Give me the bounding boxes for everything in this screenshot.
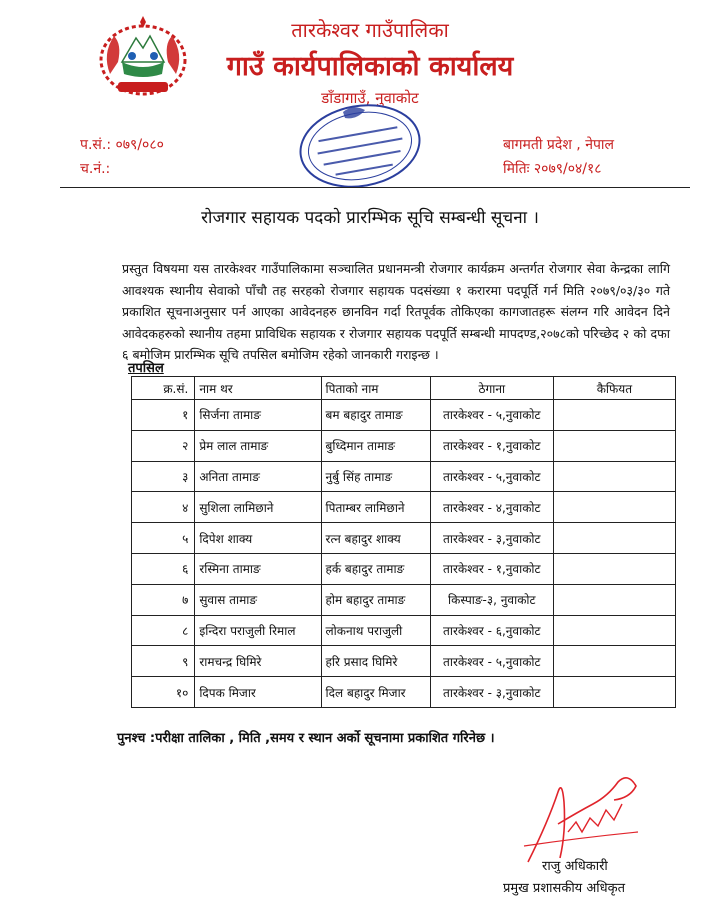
table-row [132,523,676,554]
address-cell: तारकेश्वर - ५,नुवाकोट [430,400,553,431]
serial-cell: ८ [132,615,195,646]
table-row [132,677,676,708]
father-name-cell: लोकनाथ पराजुली [321,615,430,646]
name-cell: इन्दिरा पराजुली रिमाल [195,615,321,646]
father-name-cell: नुर्बु सिंह तामाङ [321,461,430,492]
name-cell: दिपक मिजार [195,677,321,708]
notice-title: रोजगार सहायक पदको प्रारम्भिक सूचि सम्बन्धी सूचना । [201,208,539,228]
table-row [132,646,676,677]
serial-cell: २ [132,430,195,461]
table-header-row [132,377,676,400]
header-name: नाम थर [195,377,321,400]
serial-cell: ५ [132,523,195,554]
serial-cell: ७ [132,584,195,615]
remark-cell [553,492,675,523]
address-cell: तारकेश्वर - ५,नुवाकोट [430,646,553,677]
remark-cell [553,400,675,431]
address-cell: तारकेश्वर - ३,नुवाकोट [430,677,553,708]
remark-cell [553,553,675,584]
office-title: गाउँ कार्यपालिकाको कार्यालय [226,51,514,82]
office-address: डाँडागाउँ, नुवाकोट [321,89,419,107]
serial-cell: ३ [132,461,195,492]
address-cell: तारकेश्वर - ५,नुवाकोट [430,461,553,492]
remark-cell [553,646,675,677]
table-row [132,492,676,523]
father-name-cell: हर्क बहादुर तामाङ [321,553,430,584]
address-cell: किस्पाङ-३, नुवाकोट [430,584,553,615]
reference-number: प.सं.: ०७९/०८० [80,137,164,153]
table-row [132,615,676,646]
father-name-cell: बुध्दिमान तामाङ [321,430,430,461]
table-row [132,553,676,584]
name-cell: सुवास तामाङ [195,584,321,615]
address-cell: तारकेश्वर - १,नुवाकोट [430,553,553,584]
serial-cell: ४ [132,492,195,523]
table-row [132,400,676,431]
father-name-cell: बम बहादुर तामाङ [321,400,430,431]
office-name: तारकेश्वर गाउँपालिका [291,18,449,42]
table-row [132,461,676,492]
header-father-name: पिताको नाम [321,377,430,400]
province: बागमती प्रदेश , नेपाल [503,137,615,153]
name-cell: अनिता तामाङ [195,461,321,492]
father-name-cell: रत्न बहादुर शाक्य [321,523,430,554]
serial-cell: १ [132,400,195,431]
father-name-cell: हरि प्रसाद घिमिरे [321,646,430,677]
name-cell: दिपेश शाक्य [195,523,321,554]
notice-body: प्रस्तुत विषयमा यस तारकेश्वर गाउँपालिकामा सञ्चालित प्रधानमन्त्री रोजगार कार्यक्रम अन्तर्गत रोजगार सेवा केन्द्रका लागि आवश्यक स्थानीय सेवाको पाँचौ तह सरहको रोजगार सहायक पदसंख्या १ करारमा पदपूर्ति गर्न मिति २०७९/०३/३० गते प्रकाशित सूचनाअनुसार पर्न आएका आवेदनहरु छानविन गर्दा रितपूर्वक तोकिएका कागजातहरू संलग्न गरि आवेदन दिने आवेदकहरुको स्थानीय तहमा प्राविधिक सहायक र रोजगार सहायक पदपूर्ति सम्बन्धी मापदण्ड,२०७८को परिच्छेद २ को दफा ६ बमोजिम प्रारम्भिक सूचि तपसिल बमोजिम रहेको जानकारी गराइन्छ । [122,261,670,362]
name-cell: प्रेम लाल तामाङ [195,430,321,461]
header-address: ठेगाना [430,377,553,400]
postscript-note: पुनश्च :परीक्षा तालिका , मिति ,समय र स्थान अर्को सूचनामा प्रकाशित गरिनेछ । [117,731,495,746]
remark-cell [553,615,675,646]
name-cell: सुशिला लामिछाने [195,492,321,523]
remark-cell [553,523,675,554]
serial-cell: ६ [132,553,195,584]
address-cell: तारकेश्वर - ३,नुवाकोट [430,523,553,554]
signer-name: राजु अधिकारी [542,859,608,874]
address-cell: तारकेश्वर - १,नुवाकोट [430,430,553,461]
address-cell: तारकेश्वर - ६,नुवाकोट [430,615,553,646]
remark-cell [553,677,675,708]
candidate-table [131,376,676,708]
remark-cell [553,584,675,615]
signer-title: प्रमुख प्रशासकीय अधिकृत [503,881,626,896]
father-name-cell: होम बहादुर तामाङ [321,584,430,615]
father-name-cell: पिताम्बर लामिछाने [321,492,430,523]
serial-cell: १० [132,677,195,708]
office-seal-icon [295,100,425,192]
table-row [132,430,676,461]
dispatch-number: च.नं.: [80,161,111,177]
annex-label: तपसिल [128,361,164,376]
name-cell: सिर्जना तामाङ [195,400,321,431]
header-serial: क्र.सं. [132,377,195,400]
header-remarks: कैफियत [553,377,675,400]
nepal-emblem-icon [92,14,194,102]
name-cell: रस्मिना तामाङ [195,553,321,584]
serial-cell: ९ [132,646,195,677]
issue-date: मितिः २०७९/०४/१८ [503,161,602,177]
table-row [132,584,676,615]
header-divider [60,187,690,188]
remark-cell [553,461,675,492]
name-cell: रामचन्द्र घिमिरे [195,646,321,677]
father-name-cell: दिल बहादुर मिजार [321,677,430,708]
remark-cell [553,430,675,461]
address-cell: तारकेश्वर - ४,नुवाकोट [430,492,553,523]
